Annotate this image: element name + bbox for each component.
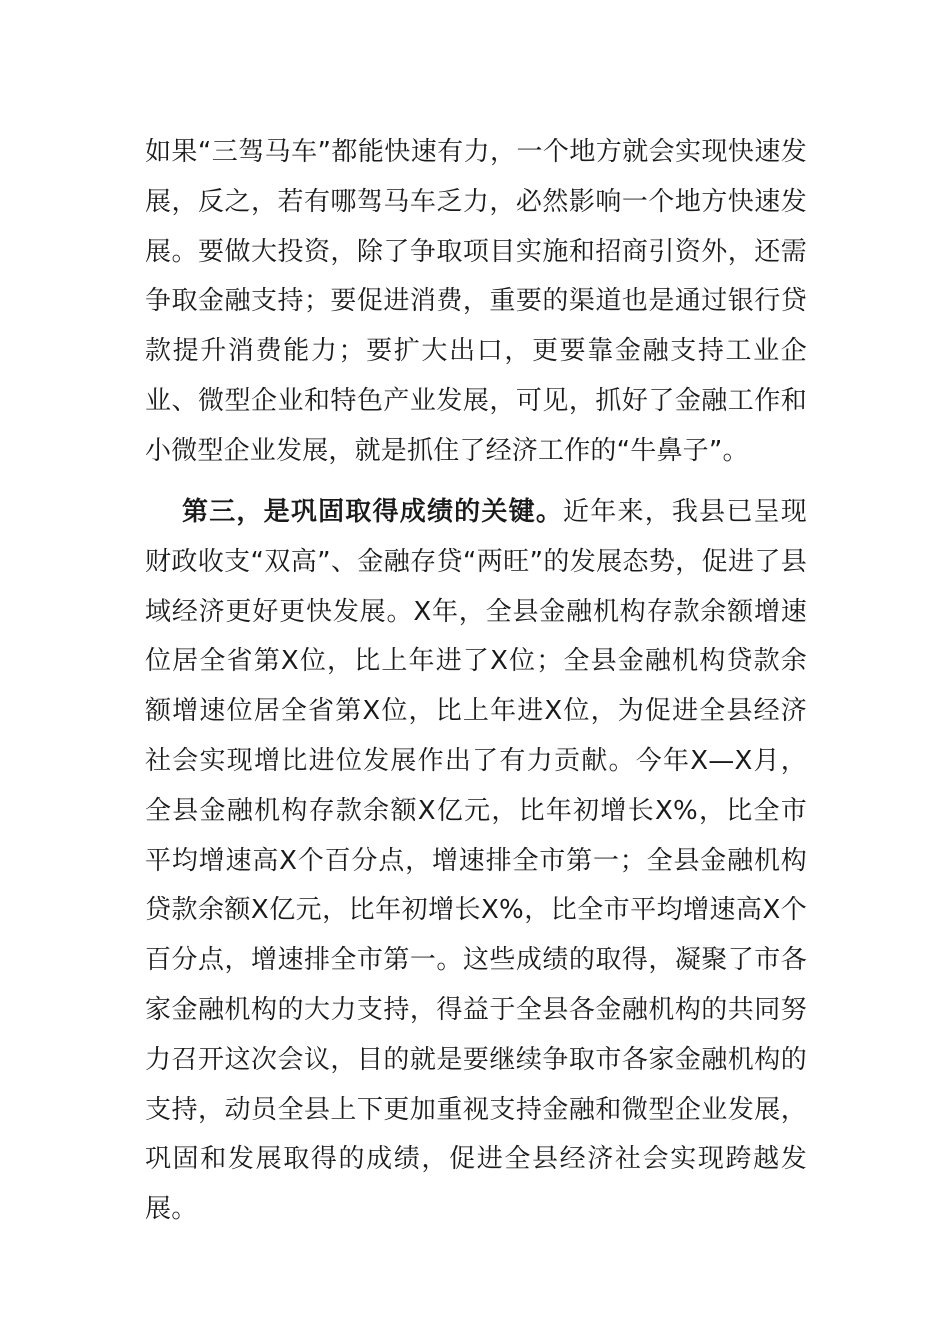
paragraph-2 — [145, 488, 807, 1235]
paragraph-1-text: 如果“三驾马车”都能快速有力，一个地方就会实现快速发展，反之，若有哪驾马车乏力，必然影响一个地方快速发展。要做大投资，除了争取项目实施和招商引资外，还需争取金融支持；要促进消费，重要的渠道也是通过银行贷款提升消费能力；要扩大出口，更要靠金融支持工业企业、微型企业和特色产业发展，可见，抓好了金融工作和小微型企业发展，就是抓住了经济工作的“牛鼻子”。 — [145, 137, 807, 466]
paragraph-1 — [145, 128, 807, 477]
paragraph-2-lead: 第三，是巩固取得成绩的关键。 — [182, 497, 564, 527]
paragraph-2-text: 近年来，我县已呈现财政收支“双高”、金融存贷“两旺”的发展态势，促进了县域经济更好更快发展。X年，全县金融机构存款余额增速位居全省第X位，比上年进了X位；全县金融机构贷款余额增速位居全省第X位，比上年进X位，为促进全县经济社会实现增比进位发展作出了有力贡献。今年X—X月，全县金融机构存款余额X亿元，比年初增长X%，比全市平均增速高X个百分点，增速排全市第一；全县金融机构贷款余额X亿元，比年初增长X%，比全市平均增速高X个百分点，增速排全市第一。这些成绩的取得，凝聚了市各家金融机构的大力支持，得益于全县各金融机构的共同努力召开这次会议，目的就是要继续争取市各家金融机构的支持，动员全县上下更加重视支持金融和微型企业发展，巩固和发展取得的成绩，促进全县经济社会实现跨越发展。 — [145, 497, 807, 1225]
